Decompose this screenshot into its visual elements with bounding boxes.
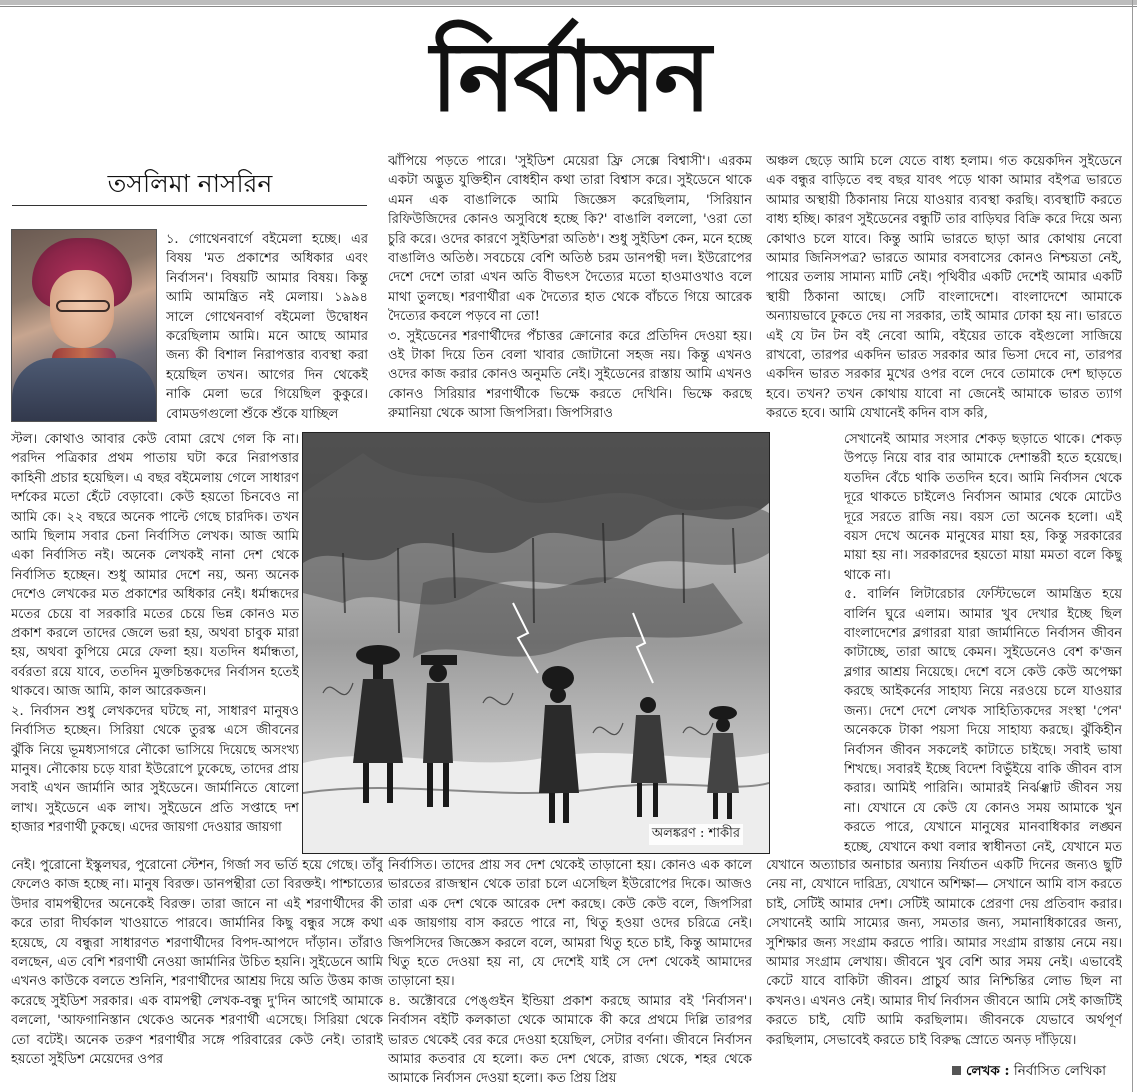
column-left-body bbox=[11, 430, 299, 852]
bullet-square-icon bbox=[952, 1066, 961, 1075]
column-middle-top bbox=[388, 152, 752, 430]
paragraph-2-end: ঝাঁপিয়ে পড়তে পারে। 'সুইডিশ মেয়েরা ফ্রি সেক্সে বিশ্বাসী'। এরকম একটা অদ্ভুত যুক্তিহীন বোধহীন কথা তারা বিশ্বাস করে। সুইডেনে থাকে এমন এক বাঙালিকে আমি জিজ্ঞেস করেছিলাম, 'সিরিয়ান রিফিউজিদের কোনও অসুবিধে হচ্ছে কি?' বাঙালি বললো, 'ওরা তো চুরি করে। ওদের কারণে সুইডিশরা অতিষ্ঠ'। শুধু সুইডিশ কেন, মনে হচ্ছে বাঙালিও অতিষ্ঠ। সবচেয়ে বেশি অতিষ্ঠ চরম ডানপন্থী দল। ইউরোপের দেশে দেশে তারা এখন অতি বীভৎস দৈত্যের মতো হাওমাওখাও বলে মাথা তুলছে। শরণার্থীরা এক দৈত্যের হাত থেকে বাঁচতে গিয়ে আরেক দৈত্যের কবলে পড়বে না তো! bbox=[388, 154, 752, 325]
column-right-mid bbox=[844, 430, 1122, 854]
photo-jacket bbox=[12, 358, 156, 422]
author-byline: তসলিমা নাসরিন bbox=[107, 169, 273, 198]
article-headline: নির্বাসন bbox=[430, 20, 710, 133]
author-note-label: লেখক : bbox=[966, 1063, 1010, 1079]
illustration-artwork bbox=[303, 433, 769, 853]
column-middle-bottom bbox=[388, 856, 752, 1088]
right-border bbox=[1132, 0, 1133, 1092]
paragraph-4: ৪. অক্টোবরে পেঙ্গুইন ইন্ডিয়া প্রকাশ করছে আমার বই 'নির্বাসন'। নির্বাসন বইটি কলকাতা থেকে আমাকে কী করে প্রথমে দিল্লি তারপর ভারত থেকেই বের করে দেওয়া হয়েছিল, সেটার বর্ণনা। জীবনে নির্বাসন আমার কতবার যে হলো। কত দেশ থেকে, রাজ্য থেকে, শহর থেকে আমাকে নির্বাসন দেওয়া হলো। কত প্রিয় প্রিয় bbox=[388, 993, 752, 1087]
paragraph-5-start: ৫. বার্লিন লিটারেচার ফেস্টিভেলে আমন্ত্রিত হয়ে বার্লিন ঘুরে এলাম। আমার খুব দেখার ইচ্ছে ছিল বাংলাদেশের ব্লগাররা যারা জার্মানিতে নির্বাসন জীবন কাটাচ্ছে, তারা আছে কেমন। সুইডেনেও বেশ ক'জন ব্লগার আশ্রয় নিয়েছে। দেশে বসে কেউ কেউ অপেক্ষা করছে আইকর্নের সাহায্য নিয়ে নরওয়ে চলে যাওয়ার জন্য। দেশে দেশে লেখক সাহিত্যিকদের সংস্থা 'পেন' অনেককে টাকা পয়সা দিয়ে সাহায্য করছে। ঝুঁকিহীন নির্বাসন জীবন সকলেই কাটাতে চাইছে। সবাই ভাষা শিখছে। সবারই ইচ্ছে বিদেশ বিভুঁইয়ে বাকি জীবন বাস করার। আমিই পারিনি। আমারই নির্ঝঞ্ঝাট জীবন সয় না। যেখানে যে কেউ যে কোনও সময় আমাকে খুন করতে পারে, যেখানে মানুষের মানবাধিকার লঙ্ঘন হচ্ছে, যেখানে কথা বলার স্বাধীনতা নেই, যেখানে মত bbox=[844, 587, 1122, 854]
author-note-value: নির্বাসিত লেখিকা bbox=[1013, 1063, 1107, 1079]
column-left-bottom bbox=[11, 856, 383, 1088]
paragraph-3-start: ৩. সুইডেনের শরণার্থীদের পঁচাত্তর ক্রোনোর করে প্রতিদিন দেওয়া হয়। ওই টাকা দিয়ে তিন বেলা খাবার জোটানো সহজ নয়। কিন্তু এখনও ওদের কাজ করার কোনও অনুমতি নেই। সুইডেনের রাস্তায় আমি এখনও কোনও সিরিয়ার শরণার্থীকে ভিক্ষে করতে দেখিনি। ভিক্ষে করছে রুমানিয়া থেকে আসা জিপসিরা। জিপসিরাও bbox=[388, 328, 752, 422]
photo-glasses bbox=[56, 300, 110, 312]
paragraph-4-end: সেখানেই আমার সংসার শেকড় ছড়াতে থাকে। শেকড় উপড়ে নিয়ে বার বার আমাকে দেশান্তরী হতে হয়েছে। যতদিন বেঁচে থাকি ততদিন হবে। আমি নির্বাসন থেকে দূরে থাকতে চাইলেও নির্বাসন আমার থেকে মোটেও দূরে সরতে রাজি নয়। বয়স তো অনেক হলো। এই বয়স দেখে অনেক মানুষের মায়া হয়, কিন্তু সরকারের মায়া হয় না। সরকারদের হয়তো মায়া মমতা বলে কিছু থাকে না। bbox=[844, 432, 1122, 583]
author-photo bbox=[11, 229, 157, 422]
column-right-top bbox=[766, 152, 1122, 430]
paragraph-3-end: নির্বাসিত। তাদের প্রায় সব দেশ থেকেই তাড়ানো হয়। কোনও এক কালে ভারতের রাজস্থান থেকে তারা চলে এসেছিল ইউরোপের দিকে। আজও তারা এক দেশ থেকে আরেক দেশ করছে। কেউ কেউ বলে, জিপসিরা এক জায়গায় বাস করতে পারে না, থিতু হওয়া ওদের চরিত্রে নেই। জিপসিদের জিজ্ঞেস করলে বলে, আমরা থিতু হতে চাই, কিন্তু আমাদের থিতু হতে দেওয়া হয় না, যে দেশেই যাই সে দেশ থেকেই আমাদের তাড়ানো হয়। bbox=[388, 858, 752, 990]
illustration-credit: অলঙ্করণ : শাকীর bbox=[649, 824, 743, 845]
column-left-top bbox=[166, 230, 368, 428]
top-border bbox=[0, 0, 1137, 5]
top-border-line bbox=[0, 6, 1137, 7]
paragraph-1-start: ১. গোথেনবার্গে বইমেলা হচ্ছে। এর বিষয় 'মত প্রকাশের অধিকার এবং নির্বাসন'। বিষয়টি আমার বিষয়। কিন্তু আমি আমন্ত্রিত নই মেলায়। ১৯৯৪ সালে গোথেনবার্গ বইমেলা উদ্বোধন করেছিলাম আমি। মনে আছে আমার জন্য কী বিশাল নিরাপত্তার ব্যবস্থা করা হয়েছিল তখন। আগের দিন থেকেই নাকি মেলা ভরে গিয়েছিল কুকুরে। বোমডগগুলো শুঁকে শুঁকে যাচ্ছিল bbox=[166, 232, 368, 422]
author-note bbox=[952, 1060, 1106, 1082]
article-illustration bbox=[302, 432, 770, 854]
paragraph-2-start: ২. নির্বাসন শুধু লেখকদের ঘটছে না, সাধারণ মানুষও নির্বাসিত হচ্ছেন। সিরিয়া থেকে তুরস্ক এসে জীবনের ঝুঁকি নিয়ে ভূমধ্যসাগরে নৌকো ভাসিয়ে দিয়েছে অসংখ্য মানুষ। নৌকোয় চড়ে যারা ইউরোপে ঢুকেছে, তাদের প্রায় সবাই এখন জার্মানি আর সুইডেনে। জার্মানিতে ষোলো লাখ। সুইডেনে এক লাখ। সুইডেনে প্রতি সপ্তাহে দশ হাজার শরণার্থী ঢুকছে। এদের জায়গা দেওয়ার জায়গা bbox=[11, 703, 299, 836]
paragraph-1-cont: স্টল। কোথাও আবার কেউ বোমা রেখে গেল কি না। পরদিন পত্রিকার প্রথম পাতায় ঘটা করে নিরাপত্তার কাহিনী প্রচার হয়েছিল। এ বছর বইমেলায় গেলে সাধারণ দর্শকের মতো হেঁটে বেড়াবো। কেউ হয়তো চিনবেও না আমি কে। ২২ বছরে অনেক পাল্টে গেছে চারদিক। তখন আমি ছিলাম সবার চেনা নির্বাসিত লেখক। আজ আমি একা নির্বাসিত নই। অনেক লেখকই নানা দেশ থেকে নির্বাসিত হচ্ছেন। শুধু আমার দেশে নয়, অন্য অনেক দেশেও লেখকের মত প্রকাশের অধিকার নেই। ধর্মান্ধদের মতের চেয়ে বা সরকারি মতের চেয়ে ভিন্ন কোনও মত প্রকাশ করলে তাদের জেলে ভরা হয়, অথবা চাবুক মারা হয়, অথবা কুপিয়ে মেরে ফেলা হয়। যতদিন ধর্মান্ধতা, বর্বরতা রয়ে যাবে, ততদিন মুক্তচিন্তকদের নির্বাসন হতেই থাকবে। আজ আমি, কাল আরেকজন। bbox=[11, 432, 299, 700]
column-right-bottom bbox=[766, 856, 1122, 1058]
paragraph-5-end: যেখানে অত্যাচার অনাচার অন্যায় নির্যাতন একটি দিনের জন্যও ছুটি নেয় না, যেখানে দারিদ্র্য, যেখানে অশিক্ষা— সেখানে আমি বাস করতে চাই, সেটিই আমার দেশ। সেটিই আমাকে প্রেরণা দেয় প্রতিবাদ করার। সেখানেই আমি সাম্যের জন্য, সমতার জন্য, সমানাধিকারের জন্য, সুশিক্ষার জন্য সংগ্রাম করতে পারি। আমার সংগ্রাম রাস্তায় নেমে নয়। আমার সংগ্রাম লেখায়। জীবনে খুব বেশি আর সময় নেই। এভাবেই কেটে যাবে বাকিটা জীবন। প্রাচুর্য আর নিশ্চিন্তির লোভ ছিল না কখনও। এখনও নেই। আমার দীর্ঘ নির্বাসন জীবনে আমি সেই কাজটিই করতে চাই, যেটি আমি করছিলাম। জীবনকে যেভাবে অর্থপূর্ণ করছিলাম, সেভাবেই করতে চাই বিরুদ্ধ স্রোতে অনড় দাঁড়িয়ে। bbox=[766, 858, 1122, 1048]
paragraph-4-cont: অঞ্চল ছেড়ে আমি চলে যেতে বাধ্য হলাম। গত কয়েকদিন সুইডেনে এক বন্ধুর বাড়িতে বহু বছর যাবৎ পড়ে থাকা আমার বইপত্র ভারতে আমার অস্থায়ী ঠিকানায় নিয়ে যাওয়ার ব্যবস্থা করছি। ব্যবস্থাটি করতে বাধ্য হচ্ছি। কারণ সুইডেনের বন্ধুটি তার বাড়িঘর বিক্রি করে দিয়ে অন্য কোথাও চলে যাবে। কিন্তু আমি ভারতে ছাড়া আর কোথায় নেবো আমার জিনিসপত্র? ভারতে আমার বসবাসের কোনও নিশ্চয়তা নেই, পায়ের তলায় সামান্য মাটি নেই। পৃথিবীর একটি দেশেই আমার একটি স্থায়ী ঠিকানা আছে। সেটি বাংলাদেশে। বাংলাদেশে আমাকে অন্যায়ভাবে ঢুকতে দেয় না সরকার, তাই আমার ঢোকা হয় না। ভারতে এই যে টন টন বই নেবো আমি, বইয়ের তাকে বইগুলো সাজিয়ে রাখবো, তারপর একদিন ভারত সরকার আর ভিসা দেবে না, তারপর একদিন ভারত সরকার মুখের ওপর বলে দেবে তোমাকে দেশ ছাড়তে হবে। তখন? তখন কোথায় যাবো না জেনেই আমাকে ভারত ত্যাগ করতে হবে। আমি যেখানেই কদিন বাস করি, bbox=[766, 154, 1122, 422]
byline-divider bbox=[12, 205, 367, 206]
paragraph-2-cont: নেই। পুরোনো ইস্কুলঘর, পুরোনো স্টেশন, গির্জা সব ভর্তি হয়ে গেছে। তাঁবু ফেলেও কাজ হচ্ছে না। মানুষ বিরক্ত। ডানপন্থীরা তো বিরক্তই। পাশ্চাত্যের উদার বামপন্থীদের অনেকেই বিরক্ত। তারা জানে না এই শরণার্থীদের কী করে তারা দীর্ঘকাল খাওয়াতে পারবে। জার্মানির কিছু বন্ধুর সঙ্গে কথা হয়েছে, যে বন্ধুরা সাধারণত শরণার্থীদের বিপদ-আপদে দাঁড়ান। তাঁরাও বলছেন, এত বেশি শরণার্থী নেওয়া জার্মানির উচিত হয়নি। সুইডেনে আমি এখনও কাউকে বলতে শুনিনি, শরণার্থীদের আশ্রয় দিয়ে অতি উত্তম কাজ করেছে সুইডিশ সরকার। এক বামপন্থী লেখক-বন্ধু দু'দিন আগেই আমাকে বললো, 'আফগানিস্তান থেকেও অনেক শরণার্থী এসেছে। সিরিয়া থেকে তো বটেই। অনেক তরুণ শরণার্থীর সঙ্গে পরিবারের কেউ নেই। তারাই হয়তো সুইডিশ মেয়েদের ওপর bbox=[11, 858, 383, 1068]
